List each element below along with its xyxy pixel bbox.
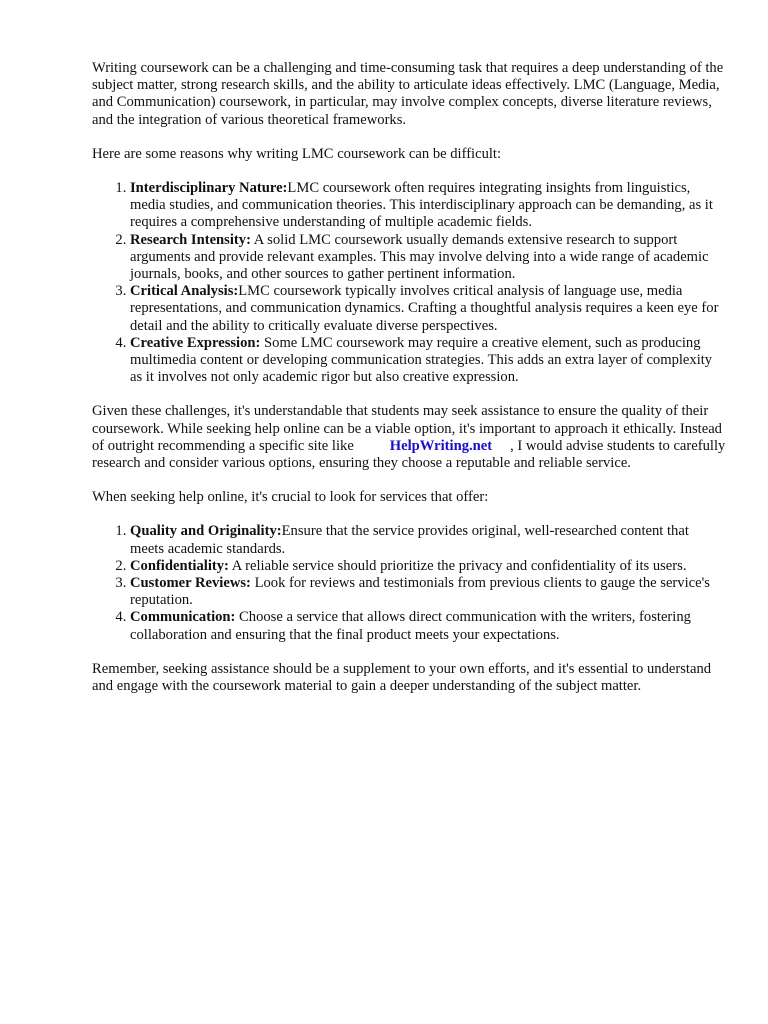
list-item-title: Creative Expression: <box>130 334 261 351</box>
list-item <box>130 232 726 284</box>
list-item <box>130 609 726 643</box>
list-item-title: Research Intensity: <box>130 231 251 248</box>
services-intro: When seeking help online, it's crucial to look for services that offer: <box>92 489 489 506</box>
helpwriting-link[interactable]: HelpWriting.net <box>389 437 493 454</box>
list-item-text: LMC coursework often requires integrating insights from linguistics, media studies, and communication theories. This interdisciplinary approach can be demanding, as it requires a comprehensive understanding of multiple academic fields. <box>130 180 713 231</box>
closing-paragraph: Remember, seeking assistance should be a supplement to your own efforts, and it's essential to understand and engage with the coursework material to gain a deeper understanding of the subject matter. <box>92 660 712 695</box>
list-item-text: Look for reviews and testimonials from previous clients to gauge the service's reputation. <box>130 575 710 609</box>
list-item-title: Customer Reviews: <box>130 575 251 592</box>
list-item-title: Communication: <box>130 609 236 626</box>
list-item-text: Ensure that the service provides original, well-researched content that meets academic standards. <box>130 523 689 557</box>
advice-text-before: Given these challenges, it's understandable that students may seek assistance to ensure the quality of their coursework. While seeking help online can be a viable option, it's important to approach it ethically. Instead of outright recommending a specific site like <box>92 403 722 454</box>
advice-text-after: , I would advise students to carefully research and consider various options, ensuring they choose a reputable and reliable service. <box>92 437 726 472</box>
list-item-title: Critical Analysis: <box>130 283 239 300</box>
list-item-text: A solid LMC coursework usually demands extensive research to support arguments and provide relevant examples. This may involve delving into a wide range of academic journals, books, and other sources to gather pertinent information. <box>130 231 709 283</box>
list-item-text: Some LMC coursework may require a creative element, such as producing multimedia content or developing communication strategies. This adds an extra layer of complexity as it involves not only academic rigor but also creative expression. <box>130 334 713 386</box>
list-item <box>130 523 726 557</box>
list-item-title: Quality and Originality: <box>130 523 282 540</box>
list-item-text: Choose a service that allows direct communication with the writers, fostering collaboration and ensuring that the final product meets your expectations. <box>130 609 691 643</box>
list-item <box>130 335 726 387</box>
reasons-list <box>92 180 726 386</box>
list-item <box>130 180 726 232</box>
list-item-title: Confidentiality: <box>130 557 229 574</box>
list-item-title: Interdisciplinary Nature: <box>130 180 288 197</box>
services-list <box>92 523 726 643</box>
list-item <box>130 558 726 575</box>
reasons-intro: Here are some reasons why writing LMC coursework can be difficult: <box>92 145 502 162</box>
list-item-text: A reliable service should prioritize the privacy and confidentiality of its users. <box>228 557 687 574</box>
advice-paragraph <box>92 403 726 472</box>
list-item <box>130 575 726 609</box>
intro-paragraph: Writing coursework can be a challenging and time-consuming task that requires a deep understanding of the subject matter, strong research skills, and the ability to articulate ideas effectively. LMC (Language, Media, and Communication) coursework, in particular, may involve complex concepts, diverse literature reviews, and the integration of various theoretical frameworks. <box>92 60 724 128</box>
list-item <box>130 283 726 335</box>
list-item-text: LMC coursework typically involves critical analysis of language use, media representations, and communication dynamics. Crafting a thoughtful analysis requires a keen eye for detail and the ability to critically evaluate diverse perspectives. <box>130 283 719 334</box>
